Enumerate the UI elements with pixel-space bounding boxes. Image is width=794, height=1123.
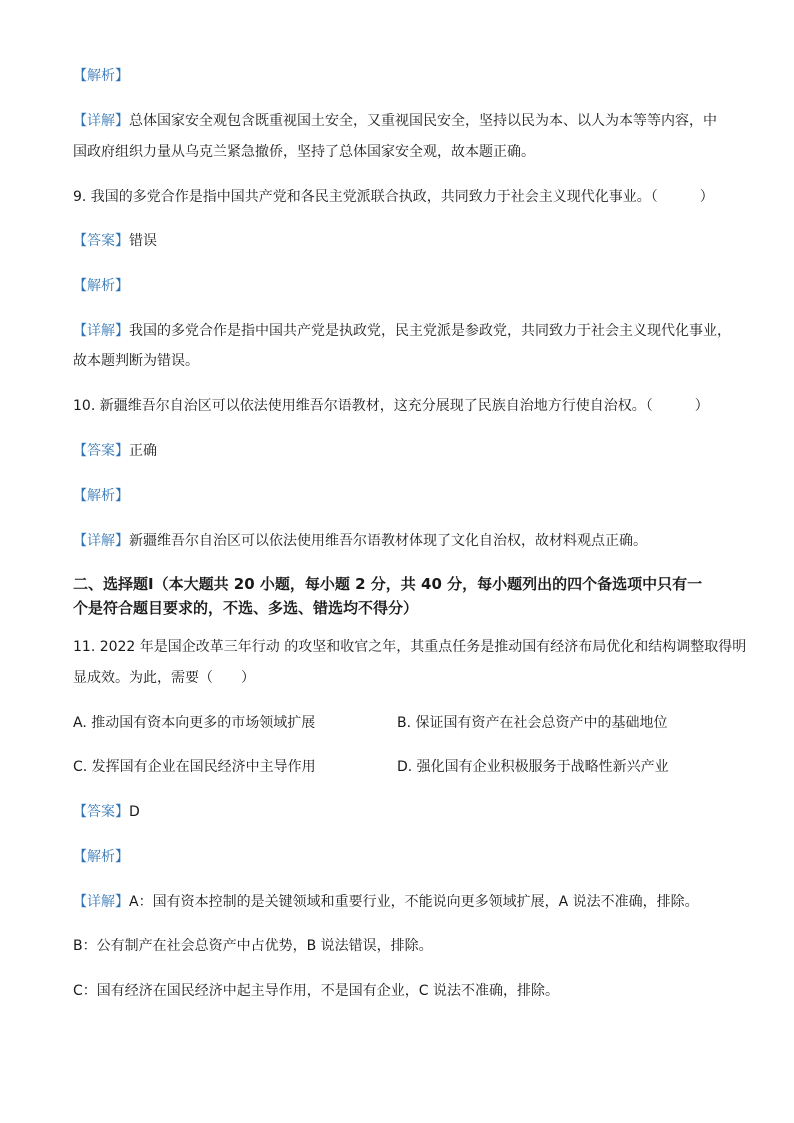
detail-text: 我国的多党合作是指中国共产党是执政党，民主党派是参政党，共同致力于社会主义现代化事业， (129, 323, 731, 339)
detail-text: 新疆维吾尔自治区可以依法使用维吾尔语教材体现了文化自治权，故材料观点正确。 (129, 533, 647, 549)
option-a (73, 713, 315, 733)
detail-line-b (73, 936, 433, 956)
question-text: 显成效。为此，需要（ ） (73, 670, 255, 686)
question-text: 9. 我国的多党合作是指中国共产党和各民主党派联合执政，共同致力于社会主义现代化事业。（ ） (73, 189, 714, 205)
answer-9 (73, 231, 157, 251)
answer-10 (73, 441, 157, 461)
option-text: C. 发挥国有企业在国民经济中主导作用 (73, 759, 316, 775)
option-text: A. 推动国有资本向更多的市场领域扩展 (73, 715, 316, 731)
answer-value: D (129, 804, 140, 820)
detail-tag: 【详解】 (73, 113, 129, 129)
detail-line-c (73, 981, 559, 1001)
question-text: 10. 新疆维吾尔自治区可以依法使用维吾尔语教材，这充分展现了民族自治地方行使自治权。（ ） (73, 398, 709, 414)
analysis-label (73, 276, 129, 296)
detail-line (73, 321, 731, 341)
detail-line-continued (73, 142, 535, 162)
detail-tag: 【详解】 (73, 533, 129, 549)
answer-value: 正确 (129, 443, 157, 459)
analysis-label (73, 66, 129, 86)
question-11 (73, 637, 746, 657)
detail-tag: 【详解】 (73, 894, 129, 910)
option-c (73, 757, 316, 777)
section-heading-continued (73, 598, 418, 618)
option-text: B. 保证国有资产在社会总资产中的基础地位 (397, 715, 668, 731)
answer-tag: 【答案】 (73, 233, 129, 249)
section-heading-text: 二、选择题Ⅰ（本大题共 20 小题，每小题 2 分，共 40 分，每小题列出的四个备选项中只有一 (73, 575, 703, 593)
detail-text: B：公有制产在社会总资产中占优势，B 说法错误，排除。 (73, 938, 433, 954)
question-10 (73, 396, 709, 416)
question-9 (73, 187, 714, 207)
analysis-tag: 【解析】 (73, 849, 129, 865)
detail-line (73, 892, 699, 912)
answer-tag: 【答案】 (73, 804, 129, 820)
analysis-label (73, 486, 129, 506)
answer-11 (73, 802, 140, 822)
section-heading (73, 574, 702, 594)
analysis-tag: 【解析】 (73, 488, 129, 504)
detail-text: 国政府组织力量从乌克兰紧急撤侨，坚持了总体国家安全观，故本题正确。 (73, 144, 535, 160)
detail-line-continued (73, 351, 199, 371)
detail-tag: 【详解】 (73, 323, 129, 339)
detail-text: A：国有资本控制的是关键领域和重要行业，不能说向更多领域扩展，A 说法不准确，排除。 (129, 894, 699, 910)
analysis-tag: 【解析】 (73, 278, 129, 294)
option-b (397, 713, 668, 733)
answer-tag: 【答案】 (73, 443, 129, 459)
detail-text: 故本题判断为错误。 (73, 353, 199, 369)
answer-value: 错误 (129, 233, 157, 249)
analysis-tag: 【解析】 (73, 68, 129, 84)
question-text: 11. 2022 年是国企改革三年行动 的攻坚和收官之年，其重点任务是推动国有经济布局优化和结构调整取得明 (73, 639, 747, 655)
option-d (397, 757, 669, 777)
section-heading-text: 个是符合题目要求的，不选、多选、错选均不得分） (73, 599, 419, 617)
detail-line (73, 111, 717, 131)
detail-text: 总体国家安全观包含既重视国土安全，又重视国民安全，坚持以民为本、以人为本等等内容，中 (129, 113, 717, 129)
option-text: D. 强化国有企业积极服务于战略性新兴产业 (397, 759, 669, 775)
detail-line (73, 531, 647, 551)
detail-text: C：国有经济在国民经济中起主导作用，不是国有企业，C 说法不准确，排除。 (73, 983, 559, 999)
question-11-continued (73, 668, 255, 688)
analysis-label (73, 847, 129, 867)
